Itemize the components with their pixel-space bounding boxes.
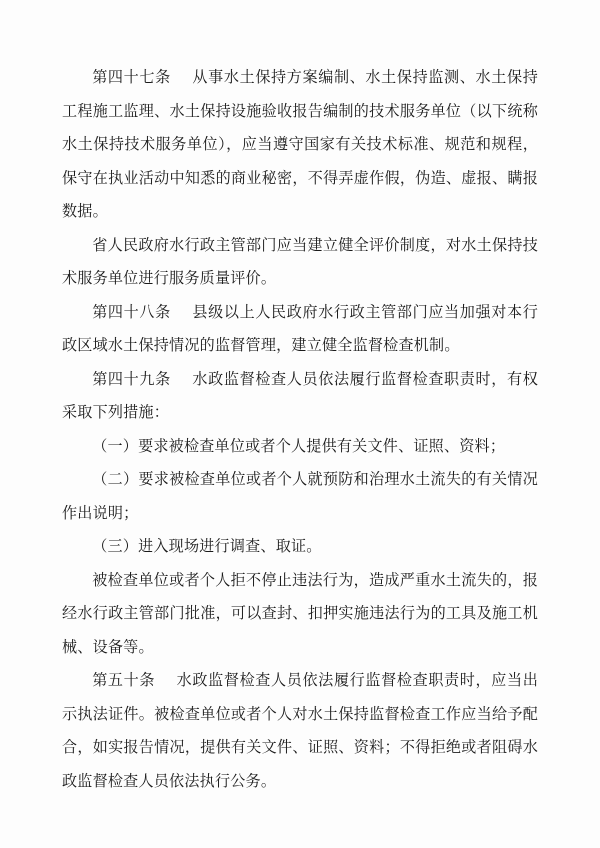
paragraph-text: 水政监督检查人员依法履行监督检查职责时，有权采取下列措施： xyxy=(62,371,538,421)
paragraph-text: 水政监督检查人员依法履行监督检查职责时，应当出示执法证件。被检查单位或者个人对水土保持监督检查工作应当给予配合，如实报告情况，提供有关文件、证照、资料；不得拒绝或者阻碍水政监督检查人员依法执行公务。 xyxy=(62,673,538,790)
paragraph-text: 从事水土保持方案编制、水土保持监测、水土保持工程施工监理、水土保持设施验收报告编制的技术服务单位（以下统称水土保持技术服务单位），应当遵守国家有关技术标准、规范和规程，保守在执业活动中知悉的商业秘密，不得弄虚作假，伪造、虚报、瞒报数据。 xyxy=(62,70,538,220)
list-item-article-49-3 xyxy=(62,531,538,565)
paragraph-article-47 xyxy=(62,62,538,230)
paragraph-article-50 xyxy=(62,665,538,799)
paragraph-text: 县级以上人民政府水行政主管部门应当加强对本行政区域水土保持情况的监督管理，建立健全监督检查机制。 xyxy=(62,304,538,354)
paragraph-text: 被检查单位或者个人拒不停止违法行为，造成严重水土流失的，报经水行政主管部门批准，可以查封、扣押实施违法行为的工具及施工机械、设备等。 xyxy=(62,572,538,656)
paragraph-text: 省人民政府水行政主管部门应当建立健全评价制度，对水土保持技术服务单位进行服务质量评价。 xyxy=(62,237,538,287)
article-label: 第五十条 xyxy=(92,673,156,689)
list-item-article-49-2 xyxy=(62,464,538,531)
paragraph-text: （三）进入现场进行调查、取证。 xyxy=(92,539,322,555)
paragraph-article-49 xyxy=(62,364,538,431)
paragraph-article-48 xyxy=(62,297,538,364)
paragraph-text: （一）要求被检查单位或者个人提供有关文件、证照、资料； xyxy=(92,438,506,455)
article-label: 第四十九条 xyxy=(92,371,171,388)
paragraph-text: （二）要求被检查单位或者个人就预防和治理水土流失的有关情况作出说明； xyxy=(62,472,538,522)
document-body xyxy=(62,62,538,799)
paragraph-article-49-p5 xyxy=(62,565,538,666)
paragraph-article-47-p2 xyxy=(62,230,538,297)
article-label: 第四十七条 xyxy=(92,70,171,86)
article-label: 第四十八条 xyxy=(92,304,171,321)
list-item-article-49-1 xyxy=(62,431,538,465)
